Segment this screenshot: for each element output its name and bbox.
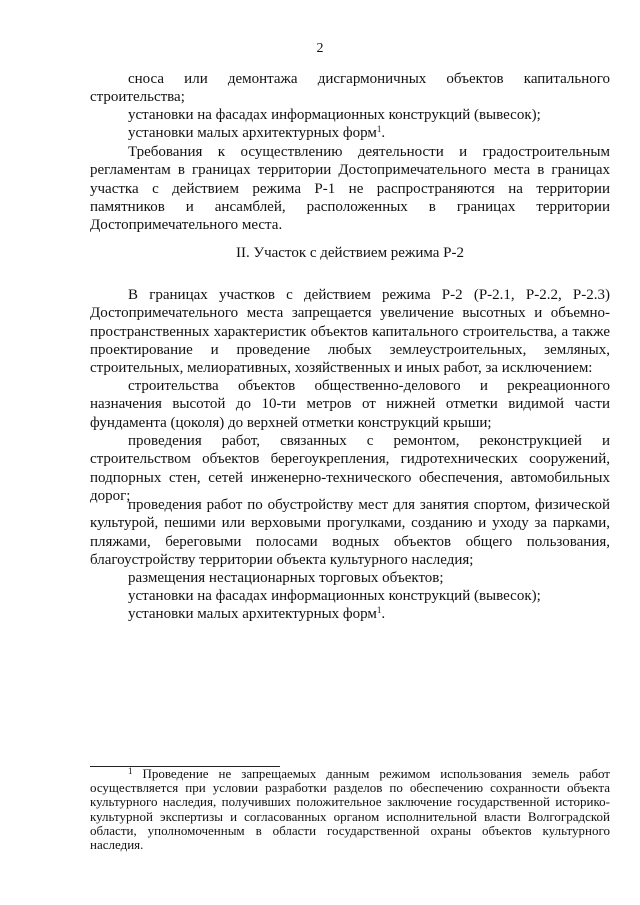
list-item-text: установки малых архитектурных форм: [128, 125, 377, 141]
section-heading: II. Участок с действием режима Р-2: [236, 245, 464, 261]
list-item-end-punctuation: .: [381, 125, 386, 141]
footnote-text: Проведение не запрещаемых данным режимом использования земель работ осуществляется при условии разработки разделов по обеспечению сохранности объекта культурного наследия, получивших положительное заключение государственной историко-культурной экспертизы и согласованных органом исполнительной власти Волгоградской области, уполномоченным в области государственной охраны объектов культурного наследия.: [90, 766, 610, 853]
list-item-small-forms: [90, 124, 610, 142]
footnote-reference: 1: [376, 124, 382, 134]
list-item-repair-works: проведения работ, связанных с ремонтом, реконструкцией и строительством объектов берегоукрепления, гидротехнических сооружений, подпорных стен, сетей инженерно-технического обеспечения, автомобильных дорог;: [90, 433, 610, 504]
footnote-mark: 1: [128, 766, 133, 776]
list-item-signboards-2: установки на фасадах информационных конструкций (вывесок);: [128, 588, 541, 604]
list-item-end-punctuation: .: [381, 606, 386, 622]
list-item-text: установки малых архитектурных форм: [128, 606, 377, 622]
footnote-reference: 1: [376, 605, 382, 615]
page-number: 2: [316, 41, 324, 56]
list-item-sports-areas: проведения работ по обустройству мест для занятия спортом, физической культурой, пешими или верховыми прогулками, созданию и уходу за парками, пляжами, береговыми полосами водных объектов общего пользования, благоустройству территории объекта культурного наследия;: [90, 497, 610, 568]
list-item-small-forms-2: [90, 605, 610, 623]
list-item-kiosks: размещения нестационарных торговых объектов;: [128, 570, 444, 586]
list-item-demolition: сноса или демонтажа дисгармоничных объектов капитального строительства;: [90, 71, 610, 106]
list-item-signboards: установки на фасадах информационных конструкций (вывесок);: [128, 107, 541, 123]
section-intro-paragraph: В границах участков с действием режима Р-2 (Р-2.1, Р-2.2, Р-2.3) Достопримечательного места запрещается увеличение высотных и объемно-пространственных характеристик объектов капитального строительства, а также проектирование и проведение любых землеустроительных, земляных, строительных, мелиоративных, хозяйственных и иных работ, за исключением:: [90, 287, 610, 377]
footnote: [90, 767, 610, 852]
requirements-paragraph: Требования к осуществлению деятельности и градостроительным регламентам в границах территории Достопримечательного места в границах участка с действием режима Р-1 не распространяются на территории памятников и ансамблей, расположенных в границах территории Достопримечательного места.: [90, 144, 610, 234]
list-item-construction: строительства объектов общественно-делового и рекреационного назначения высотой до 10-ти метров от нижней отметки видимой части фундамента (цоколя) до верхней отметки конструкций крыши;: [90, 378, 610, 431]
